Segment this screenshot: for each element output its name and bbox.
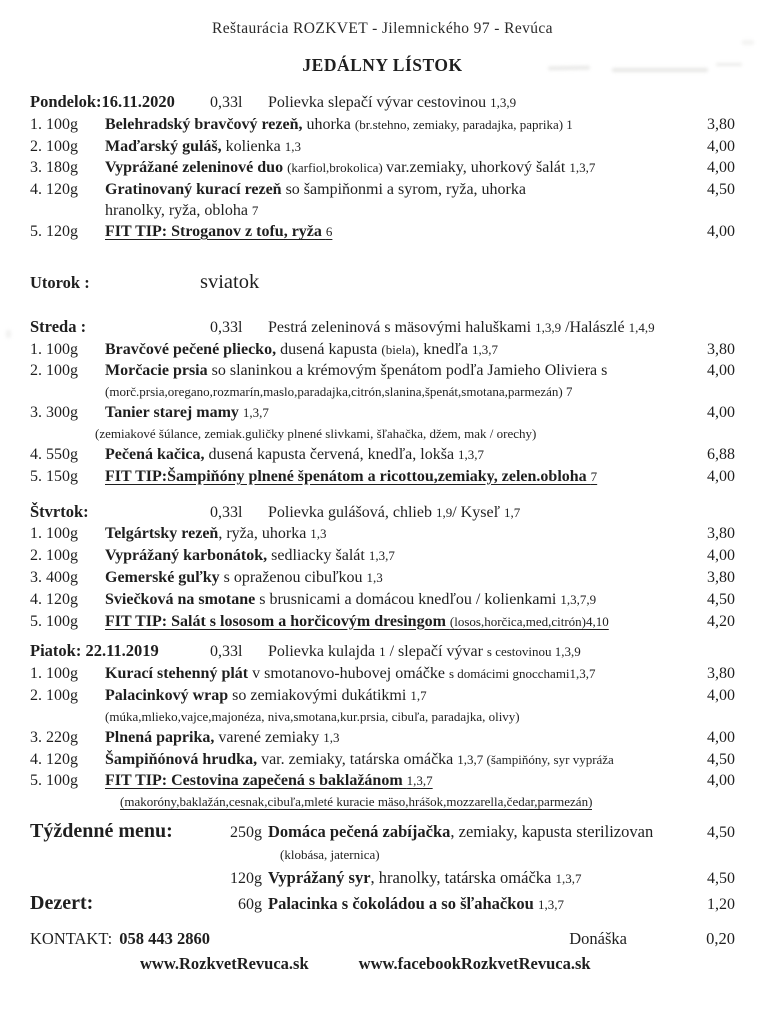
text-span: Palacinka s čokoládou a so šľahačkou <box>268 894 538 914</box>
menu-item-row <box>30 749 735 771</box>
text-span: 7 <box>590 468 598 484</box>
text-span: 1,3 <box>323 729 340 745</box>
day-header-row <box>30 501 735 524</box>
item-number-weight: 1. 100g <box>30 525 78 543</box>
portion-weight: 60g <box>238 896 262 914</box>
item-text <box>105 749 683 771</box>
text-span: (múka,mlieko,vajce,majonéza, niva,smotana,kur.prsia, cibuľa, paradajka, olivy) <box>105 708 520 724</box>
item-text <box>105 339 683 361</box>
menu-item-row <box>30 611 735 633</box>
weekly-menu-row <box>30 819 735 845</box>
text-span: kolienka <box>221 137 285 155</box>
menu-item-row <box>30 545 735 567</box>
item-number-weight: 2. 100g <box>30 362 78 380</box>
text-span: , zemiaky, kapusta sterilizovan <box>450 822 654 842</box>
day-header-row <box>30 640 735 663</box>
text-span: Šampiňónová hrudka, <box>105 750 258 768</box>
restaurant-header: Reštaurácia ROZKVET - Jilemnického 97 - Revúca <box>212 20 553 37</box>
text-span: 1,4,9 <box>628 319 655 335</box>
text-span: 1,3 <box>284 138 301 154</box>
item-number-weight: 4. 550g <box>30 445 78 463</box>
menu-item-row <box>30 360 735 382</box>
text-span: (klobása, jaternica) <box>280 847 380 863</box>
menu-item-row <box>30 179 735 201</box>
weekly-menu-row <box>30 891 735 917</box>
text-span: var.zemiaky, uhorkový šalát <box>385 159 570 177</box>
text-span: var. zemiaky, tatárska omáčka <box>257 750 458 768</box>
text-span: 1,3,9 <box>535 319 562 335</box>
soup-text <box>268 92 735 114</box>
text-span: varené zemiaky <box>214 728 324 746</box>
item-price: 4,50 <box>707 590 735 608</box>
soup-volume: 0,33l <box>210 503 243 521</box>
item-price: 1,20 <box>707 896 735 914</box>
menu-item-row <box>30 663 735 685</box>
item-price: 4,00 <box>707 547 735 565</box>
text-span: , ryža, uhorka <box>218 525 311 543</box>
item-text <box>105 523 683 545</box>
scan-artifact <box>6 330 11 338</box>
portion-weight: 250g <box>230 824 262 842</box>
text-span: 1,3,7 <box>458 446 485 462</box>
text-span: Polievka slepačí vývar cestovinou <box>268 94 491 111</box>
text-span: 1,3,9 <box>490 95 517 110</box>
text-span: 1,7 <box>504 504 521 520</box>
text-span: Gratinovaný kurací rezeň <box>105 181 286 199</box>
menu-section-piatok <box>30 640 735 812</box>
text-span: dusená kapusta červená, knedľa, lokša <box>204 445 459 463</box>
item-price: 4,00 <box>707 467 735 485</box>
item-text <box>105 545 683 567</box>
text-span: FIT TIP:Šampiňóny plnené špenátom a ricottou,zemiaky, zelen.obloha <box>105 467 591 485</box>
text-span: s domácimi gnocchami1,3,7 <box>448 666 596 682</box>
text-span: sedliacky šalát <box>267 547 369 565</box>
day-header-row <box>30 91 735 114</box>
item-text <box>105 466 683 488</box>
text-span: s brusnicami a domácou knedľou / kolienkami <box>259 590 561 608</box>
item-number-weight: 5. 100g <box>30 772 78 790</box>
item-text <box>105 360 683 382</box>
text-span: Polievka gulášová, chlieb <box>268 503 436 521</box>
item-number-weight: 3. 180g <box>30 159 78 177</box>
menu-item-row <box>30 136 735 158</box>
text-span: Maďarský guláš, <box>105 137 222 155</box>
scan-artifact <box>716 63 742 66</box>
menu-sections <box>30 91 735 917</box>
continuation-row <box>30 845 735 865</box>
day-label: Streda : <box>30 316 87 336</box>
text-span: uhorka <box>302 115 355 133</box>
text-span: Pestrá zeleninová s mäsovými haluškami <box>268 318 536 336</box>
item-price: 4,00 <box>707 686 735 704</box>
text-span: Plnená paprika, <box>105 728 215 746</box>
text-span: (losos,horčica,med,citrón)4,10 <box>449 613 609 629</box>
continuation-text <box>120 792 592 812</box>
item-price: 4,50 <box>707 824 735 842</box>
delivery-price: 0,20 <box>706 929 735 949</box>
item-price: 4,50 <box>707 750 735 768</box>
item-number-weight: 4. 120g <box>30 750 78 768</box>
item-text <box>268 891 683 917</box>
text-span: 6 <box>325 223 333 239</box>
menu-item-row <box>30 770 735 792</box>
day-header-row <box>30 316 735 339</box>
text-span: Vyprážaný karbonátok, <box>105 547 268 565</box>
menu-item-row <box>30 339 735 361</box>
website-link-2: www.facebookRozkvetRevuca.sk <box>358 954 591 974</box>
text-span: 1,3,7 <box>368 548 395 564</box>
menu-item-row <box>30 685 735 707</box>
item-text <box>105 402 683 424</box>
text-span: FIT TIP: Salát s lososom a horčicovým dresingom <box>105 612 450 630</box>
item-text <box>105 727 683 749</box>
weekly-label: Dezert: <box>30 892 94 915</box>
text-span: Gemerské guľky <box>105 568 224 586</box>
menu-item-row <box>30 523 735 545</box>
text-span: 1,3,7,9 <box>560 591 597 607</box>
item-price: 3,80 <box>707 115 735 133</box>
continuation-text <box>280 845 380 865</box>
item-number-weight: 5. 150g <box>30 467 78 485</box>
text-span: 1,3,7 <box>472 341 499 357</box>
text-span: , hranolky, tatárska omáčka <box>370 868 556 888</box>
menu-section-utorok <box>30 269 735 296</box>
weekly-label: Týždenné menu: <box>30 820 173 843</box>
item-price: 4,00 <box>707 772 735 790</box>
item-price: 4,20 <box>707 612 735 630</box>
item-price: 4,00 <box>707 404 735 422</box>
soup-volume: 0,33l <box>210 643 243 661</box>
item-number-weight: 3. 220g <box>30 728 78 746</box>
soup-text <box>268 641 735 663</box>
continuation-text <box>105 707 520 727</box>
menu-section-stvrtok <box>30 501 735 633</box>
text-span: 1,3 <box>366 569 383 585</box>
special-day-row <box>30 269 735 296</box>
item-number-weight: 3. 400g <box>30 568 78 586</box>
soup-volume: 0,33l <box>210 318 243 336</box>
weekly-menu-row <box>30 865 735 891</box>
portion-weight: 120g <box>230 870 262 888</box>
text-span: FIT TIP: Stroganov z tofu, ryža <box>105 222 326 240</box>
item-text <box>105 179 683 201</box>
item-price: 3,80 <box>707 340 735 358</box>
item-text <box>268 819 683 845</box>
item-price: 4,00 <box>707 222 735 240</box>
text-span: /Halászlé <box>561 318 629 336</box>
text-span: 7 <box>251 202 259 218</box>
delivery-label: Donáška <box>569 929 627 949</box>
text-span: Vyprážané zeleninové duo <box>105 159 288 177</box>
text-span: 1 <box>379 644 386 660</box>
item-price: 4,00 <box>707 159 735 177</box>
text-span: Morčacie prsia <box>105 362 212 380</box>
holiday-note: sviatok <box>200 270 260 293</box>
item-number-weight: 2. 100g <box>30 137 78 155</box>
website-link-1: www.RozkvetRevuca.sk <box>140 954 309 974</box>
item-text <box>105 444 683 466</box>
menu-item-row <box>30 402 735 424</box>
menu-section-weekly <box>30 819 735 917</box>
text-span: Bravčové pečené pliecko, <box>105 340 277 358</box>
menu-item-row <box>30 466 735 488</box>
menu-item-row <box>30 567 735 589</box>
item-number-weight: 2. 100g <box>30 547 78 565</box>
item-price: 6,88 <box>707 445 735 463</box>
text-span: Pečená kačica, <box>105 445 205 463</box>
continuation-row <box>30 792 735 812</box>
item-number-weight: 1. 100g <box>30 340 78 358</box>
item-text <box>105 157 683 179</box>
menu-item-row <box>30 727 735 749</box>
item-price: 4,50 <box>707 870 735 888</box>
menu-item-row <box>30 114 735 136</box>
footer-websites-row <box>30 951 735 976</box>
item-price: 3,80 <box>707 665 735 683</box>
item-text <box>105 770 683 792</box>
soup-text <box>268 317 735 339</box>
item-number-weight: 5. 120g <box>30 222 78 240</box>
item-text <box>105 567 683 589</box>
continuation-row <box>30 382 735 402</box>
text-span: so slaninkou a krémovým špenátom podľa Jamieho Oliviera s <box>211 362 608 380</box>
scan-artifact <box>612 68 708 72</box>
soup-text <box>268 502 735 524</box>
text-span: FIT TIP: Cestovina zapečená s baklažánom <box>105 772 407 790</box>
text-span: 1,3,7 <box>406 773 433 789</box>
text-span: Belehradský bravčový rezeň, <box>105 115 303 133</box>
continuation-text <box>95 424 536 444</box>
text-span: (br.stehno, zemiaky, paradajka, paprika) 1 <box>354 116 573 132</box>
item-number-weight: 1. 100g <box>30 665 78 683</box>
text-span: (zemiakové šúlance, zemiak.guličky plnené slivkami, šľahačka, džem, mak / orechy) <box>95 425 537 441</box>
item-price: 3,80 <box>707 568 735 586</box>
text-span: s opraženou cibuľkou <box>223 568 367 586</box>
text-span: 1,9 <box>435 504 453 520</box>
item-text <box>268 865 683 891</box>
menu-item-row <box>30 157 735 179</box>
menu-section-streda <box>30 316 735 488</box>
item-number-weight: 5. 100g <box>30 612 78 630</box>
item-price: 4,00 <box>707 137 735 155</box>
footer-contact-row <box>30 926 735 951</box>
text-span: 1,3,7 <box>555 871 582 887</box>
text-span: (morč.prsia,oregano,rozmarín,maslo,paradajka,citrón,slanina,špenát,smotana,parmezán) 7 <box>105 384 573 400</box>
item-number-weight: 4. 120g <box>30 590 78 608</box>
text-span: Sviečková na smotane <box>105 590 260 608</box>
text-span: v smotanovo-hubovej omáčke <box>252 665 449 683</box>
day-label: Utorok : <box>30 272 90 292</box>
scan-artifact <box>742 40 754 45</box>
item-text <box>105 589 683 611</box>
item-number-weight: 1. 100g <box>30 115 78 133</box>
item-number-weight: 4. 120g <box>30 181 78 199</box>
continuation-text <box>105 201 258 221</box>
menu-item-row <box>30 589 735 611</box>
text-span: hranolky, ryža, obloha <box>105 201 252 219</box>
menu-item-row <box>30 221 735 243</box>
item-text <box>105 663 683 685</box>
contact-label: KONTAKT: <box>30 929 113 949</box>
text-span: Domáca pečená zabíjačka <box>268 822 451 842</box>
text-span: s cestovinou 1,3,9 <box>486 644 581 660</box>
menu-section-pondelok <box>30 91 735 243</box>
item-text <box>105 136 683 158</box>
text-span: , knedľa <box>415 340 473 358</box>
text-span: (karfiol,brokolica) <box>287 160 386 176</box>
phone-number: 058 443 2860 <box>119 929 210 949</box>
text-span: (makoróny,baklažán,cesnak,cibuľa,mleté kuracie mäso,hrášok,mozzarella,čedar,parmezán) <box>120 794 593 810</box>
continuation-row <box>30 707 735 727</box>
text-span: 1,3,7 <box>569 160 596 176</box>
text-span: Kurací stehenný plát <box>105 665 253 683</box>
item-price: 4,00 <box>707 362 735 380</box>
scan-artifact <box>548 66 590 71</box>
text-span: Polievka kulajda <box>268 643 380 661</box>
text-span: Vyprážaný syr <box>268 868 371 888</box>
item-number-weight: 3. 300g <box>30 404 78 422</box>
continuation-row <box>30 424 735 444</box>
text-span: / Kyseľ <box>452 503 505 521</box>
text-span: 1,3,7 <box>242 405 269 421</box>
text-span: Tanier starej mamy <box>105 404 243 422</box>
text-span: / slepačí vývar <box>385 643 487 661</box>
text-span: Palacinkový wrap <box>105 686 233 704</box>
text-span: Telgártsky rezeň <box>105 525 219 543</box>
item-text <box>105 685 683 707</box>
day-label: Piatok: 22.11.2019 <box>30 641 159 661</box>
text-span: so zemiakovými dukátikmi <box>232 686 411 704</box>
item-text <box>105 221 683 243</box>
page-title: JEDÁLNY LÍSTOK <box>302 55 463 75</box>
item-number-weight: 2. 100g <box>30 686 78 704</box>
text-span: 1,3 <box>310 526 327 542</box>
continuation-text <box>105 382 572 402</box>
text-span: so šampiňonmi a syrom, ryža, uhorka <box>285 181 526 199</box>
text-span: dusená kapusta <box>276 340 382 358</box>
menu-item-row <box>30 444 735 466</box>
item-price: 4,00 <box>707 728 735 746</box>
text-span: 1,7 <box>410 687 427 703</box>
text-span: (biela) <box>381 341 416 357</box>
item-price: 4,50 <box>707 181 735 199</box>
text-span: 1,3,7 <box>537 897 564 913</box>
day-label: Pondelok:16.11.2020 <box>30 92 175 111</box>
continuation-row <box>30 201 735 221</box>
text-span: 1,3,7 (šampiňóny, syr vypráža <box>457 751 614 767</box>
item-price: 3,80 <box>707 525 735 543</box>
soup-volume: 0,33l <box>210 94 243 111</box>
day-label: Štvrtok: <box>30 501 89 521</box>
item-text <box>105 611 683 633</box>
item-text <box>105 114 683 136</box>
